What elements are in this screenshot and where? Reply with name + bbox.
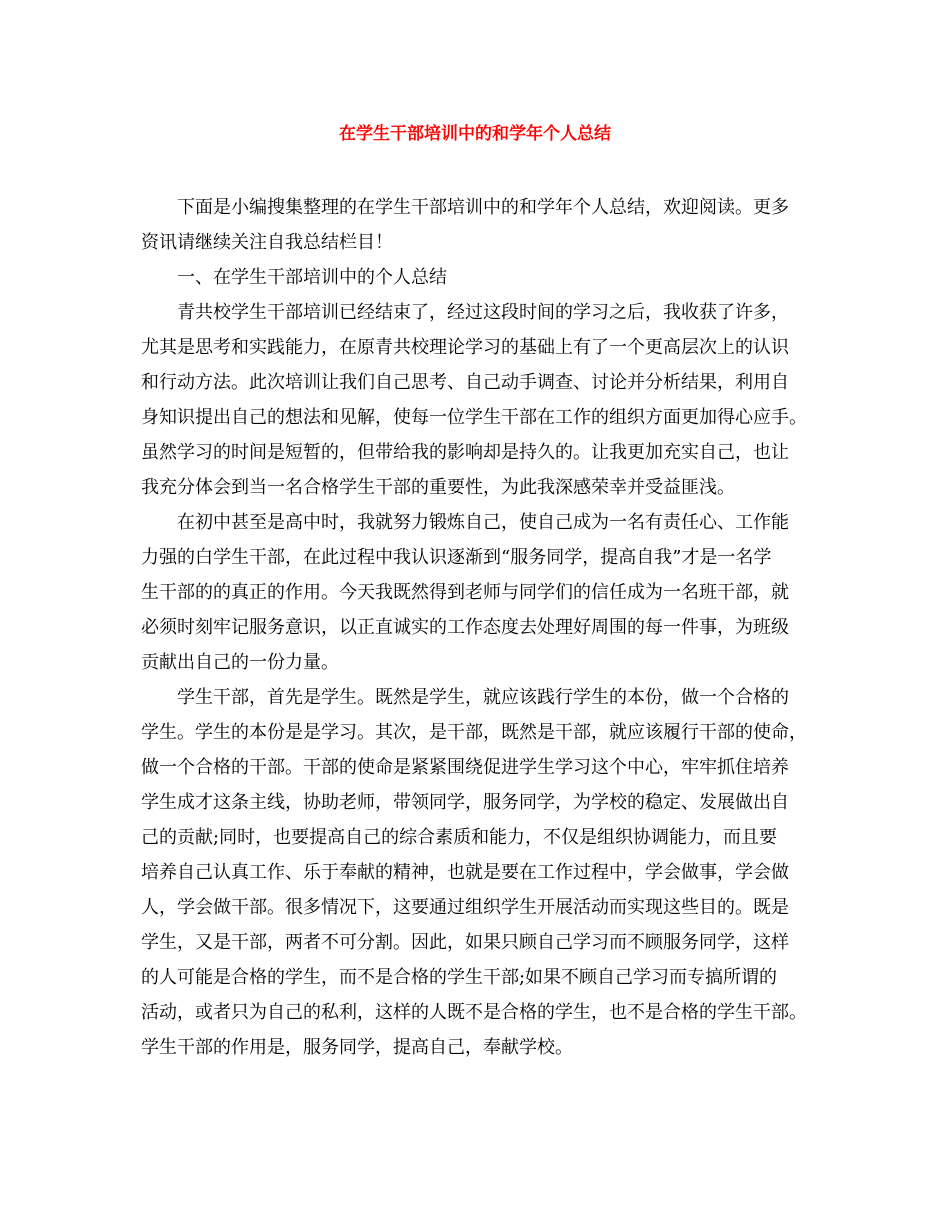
text-line: 学生。学生的本份是是学习。其次，是干部，既然是干部，就应该履行干部的使命， [141,722,807,743]
text-line: 虽然学习的时间是短暂的，但带给我的影响却是持久的。让我更加充实自己，也让 [141,442,789,463]
section-heading [141,260,813,295]
text-line: 一、在学生干部培训中的个人总结 [177,267,447,288]
text-line: 己的贡献;同时，也要提高自己的综合素质和能力，不仅是组织协调能力，而且要 [141,827,778,848]
paragraph-experience [141,505,813,680]
document-body [141,190,813,1065]
text-line: 学生干部的作用是，服务同学，提高自己，奉献学校。 [141,1037,573,1058]
text-line: 学生，又是干部，两者不可分割。因此，如果只顾自己学习而不顾服务同学，这样 [141,932,789,953]
text-line: 贡献出自己的一份力量。 [141,652,339,673]
text-line: 青共校学生干部培训已经结束了，经过这段时间的学习之后，我收获了许多， [177,302,789,323]
text-line: 人，学会做干部。很多情况下，这要通过组织学生开展活动而实现这些目的。既是 [141,897,789,918]
document-title: 在学生干部培训中的和学年个人总结 [339,124,611,144]
text-line: 学生干部，首先是学生。既然是学生，就应该践行学生的本份，做一个合格的 [177,687,789,708]
text-line: 尤其是思考和实践能力，在原青共校理论学习的基础上有了一个更高层次上的认识 [141,337,789,358]
text-line: 和行动方法。此次培训让我们自己思考、自己动手调查、讨论并分析结果，利用自 [141,372,789,393]
text-line: 身知识提出自己的想法和见解，使每一位学生干部在工作的组织方面更加得心应手。 [141,407,807,428]
text-line: 的人可能是合格的学生，而不是合格的学生干部;如果不顾自己学习而专搞所谓的 [141,967,778,988]
text-line: 生干部的的真正的作用。今天我既然得到老师与同学们的信任成为一名班干部，就 [141,582,789,603]
text-line: 力强的白学生干部，在此过程中我认识逐渐到“服务同学，提高自我”才是一名学 [141,547,772,568]
text-line: 做一个合格的干部。干部的使命是紧紧围绕促进学生学习这个中心，牢牢抓住培养 [141,757,789,778]
text-line: 在初中甚至是高中时，我就努力锻炼自己，使自己成为一名有责任心、工作能 [177,512,789,533]
paragraph-intro [141,190,813,260]
text-line: 下面是小编搜集整理的在学生干部培训中的和学年个人总结，欢迎阅读。更多 [177,197,789,218]
text-line: 培养自己认真工作、乐于奉献的精神，也就是要在工作过程中，学会做事，学会做 [141,862,789,883]
text-line: 我充分体会到当一名合格学生干部的重要性，为此我深感荣幸并受益匪浅。 [141,477,735,498]
text-line: 活动，或者只为自己的私利，这样的人既不是合格的学生，也不是合格的学生干部。 [141,1002,807,1023]
paragraph-training [141,295,813,505]
text-line: 必须时刻牢记服务意识，以正直诚实的工作态度去处理好周围的每一件事，为班级 [141,617,789,638]
text-line: 学生成才这条主线，协助老师，带领同学，服务同学，为学校的稳定、发展做出自 [141,792,789,813]
text-line: 资讯请继续关注自我总结栏目！ [141,232,393,253]
paragraph-role [141,680,813,1065]
